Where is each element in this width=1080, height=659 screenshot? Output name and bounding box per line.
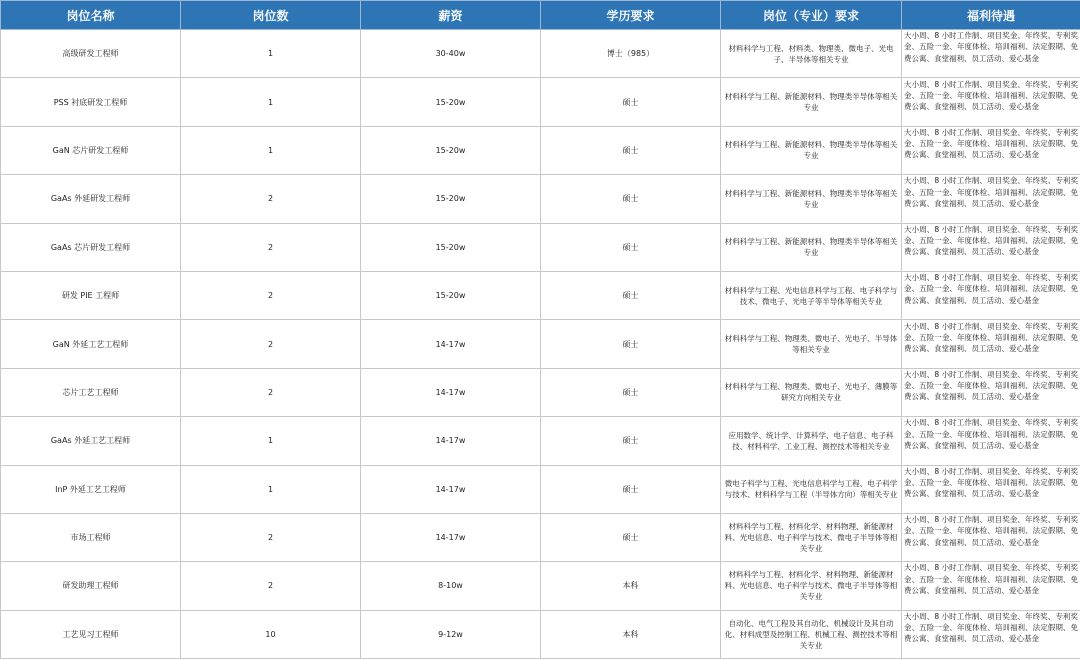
position-count-cell: 1 bbox=[181, 417, 361, 465]
major-requirement-cell: 材料科学与工程、物理类、微电子、光电子、薄膜等研究方向相关专业 bbox=[721, 368, 902, 416]
position-name-cell: GaAs 外延工艺工程师 bbox=[1, 417, 181, 465]
welfare-cell bbox=[902, 223, 1080, 271]
position-count-cell: 2 bbox=[181, 271, 361, 319]
welfare-cell bbox=[902, 126, 1080, 174]
welfare-cell bbox=[902, 417, 1080, 465]
table-row bbox=[1, 417, 1080, 465]
welfare-text: 大小周、8 小时工作制、项目奖金、年终奖、专利奖金、五险一金、年度体检、培训福利、法定假期、免费公寓、食堂福利、员工活动、爱心基金 bbox=[904, 611, 1078, 644]
welfare-cell bbox=[902, 320, 1080, 368]
salary-cell: 8-10w bbox=[361, 562, 541, 610]
table-row bbox=[1, 513, 1080, 561]
table-row bbox=[1, 30, 1080, 78]
education-cell: 博士（985） bbox=[541, 30, 721, 78]
major-requirement-cell: 自动化、电气工程及其自动化、机械设计及其自动化、材料成型及控制工程、机械工程、测控技术等相关专业 bbox=[721, 610, 902, 658]
table-row bbox=[1, 465, 1080, 513]
table-row bbox=[1, 562, 1080, 610]
welfare-cell bbox=[902, 465, 1080, 513]
table-body bbox=[1, 30, 1080, 659]
education-cell: 硕士 bbox=[541, 175, 721, 223]
welfare-text: 大小周、8 小时工作制、项目奖金、年终奖、专利奖金、五险一金、年度体检、培训福利、法定假期、免费公寓、食堂福利、员工活动、爱心基金 bbox=[904, 563, 1078, 595]
welfare-text: 大小周、8 小时工作制、项目奖金、年终奖、专利奖金、五险一金、年度体检、培训福利、法定假期、免费公寓、食堂福利、员工活动、爱心基金 bbox=[904, 515, 1078, 547]
salary-cell: 30-40w bbox=[361, 30, 541, 78]
education-cell: 本科 bbox=[541, 562, 721, 610]
position-name-cell: 工艺见习工程师 bbox=[1, 610, 181, 658]
salary-cell: 14-17w bbox=[361, 513, 541, 561]
header-position-count: 岗位数 bbox=[181, 1, 361, 30]
position-count-cell: 1 bbox=[181, 30, 361, 78]
education-cell: 硕士 bbox=[541, 78, 721, 126]
table-row bbox=[1, 320, 1080, 368]
position-count-cell: 2 bbox=[181, 223, 361, 271]
welfare-cell bbox=[902, 562, 1080, 610]
major-requirement-cell: 微电子科学与工程、光电信息科学与工程、电子科学与技术、材料科学与工程（半导体方向）等相关专业 bbox=[721, 465, 902, 513]
position-count-cell: 1 bbox=[181, 78, 361, 126]
welfare-text: 大小周、8 小时工作制、项目奖金、年终奖、专利奖金、五险一金、年度体检、培训福利、法定假期、免费公寓、食堂福利、员工活动、爱心基金 bbox=[904, 127, 1078, 160]
position-name-cell: 市场工程师 bbox=[1, 513, 181, 561]
welfare-cell bbox=[902, 78, 1080, 126]
header-welfare: 福利待遇 bbox=[902, 1, 1080, 30]
welfare-text: 大小周、8 小时工作制、项目奖金、年终奖、专利奖金、五险一金、年度体检、培训福利、法定假期、免费公寓、食堂福利、员工活动、爱心基金 bbox=[904, 273, 1078, 305]
major-requirement-cell: 材料科学与工程、材料类、物理类、微电子、光电子、半导体等相关专业 bbox=[721, 30, 902, 78]
salary-cell: 14-17w bbox=[361, 417, 541, 465]
welfare-text: 大小周、8 小时工作制、项目奖金、年终奖、专利奖金、五险一金、年度体检、培训福利、法定假期、免费公寓、食堂福利、员工活动、爱心基金 bbox=[904, 31, 1078, 63]
position-name-cell: GaAs 芯片研发工程师 bbox=[1, 223, 181, 271]
welfare-text: 大小周、8 小时工作制、项目奖金、年终奖、专利奖金、五险一金、年度体检、培训福利、法定假期、免费公寓、食堂福利、员工活动、爱心基金 bbox=[904, 79, 1078, 111]
salary-cell: 9-12w bbox=[361, 610, 541, 658]
education-cell: 硕士 bbox=[541, 417, 721, 465]
position-name-cell: 研发助理工程师 bbox=[1, 562, 181, 610]
position-count-cell: 1 bbox=[181, 126, 361, 174]
welfare-cell bbox=[902, 610, 1080, 658]
table-row bbox=[1, 175, 1080, 223]
major-requirement-cell: 材料科学与工程、新能源材料、物理类半导体等相关专业 bbox=[721, 175, 902, 223]
major-requirement-cell: 材料科学与工程、新能源材料、物理类半导体等相关专业 bbox=[721, 78, 902, 126]
position-count-cell: 2 bbox=[181, 320, 361, 368]
major-requirement-cell: 材料科学与工程、新能源材料、物理类半导体等相关专业 bbox=[721, 126, 902, 174]
salary-cell: 14-17w bbox=[361, 465, 541, 513]
position-count-cell: 2 bbox=[181, 562, 361, 610]
position-name-cell: 芯片工艺工程师 bbox=[1, 368, 181, 416]
position-name-cell: GaN 芯片研发工程师 bbox=[1, 126, 181, 174]
welfare-cell bbox=[902, 30, 1080, 78]
education-cell: 硕士 bbox=[541, 513, 721, 561]
major-requirement-cell: 材料科学与工程、新能源材料、物理类半导体等相关专业 bbox=[721, 223, 902, 271]
table-row bbox=[1, 368, 1080, 416]
salary-cell: 14-17w bbox=[361, 320, 541, 368]
position-count-cell: 1 bbox=[181, 465, 361, 513]
education-cell: 硕士 bbox=[541, 223, 721, 271]
education-cell: 硕士 bbox=[541, 320, 721, 368]
position-name-cell: PSS 衬底研发工程师 bbox=[1, 78, 181, 126]
major-requirement-cell: 应用数学、统计学、计算科学、电子信息、电子科技、材料科学、工业工程、测控技术等相关专业 bbox=[721, 417, 902, 465]
welfare-cell bbox=[902, 513, 1080, 561]
position-name-cell: GaAs 外延研发工程师 bbox=[1, 175, 181, 223]
header-position-name: 岗位名称 bbox=[1, 1, 181, 30]
major-requirement-cell: 材料科学与工程、材料化学、材料物理、新能源材料、光电信息、电子科学与技术、微电子半导体等相关专业 bbox=[721, 562, 902, 610]
major-requirement-cell: 材料科学与工程、材料化学、材料物理、新能源材料、光电信息、电子科学与技术、微电子半导体等相关专业 bbox=[721, 513, 902, 561]
header-salary: 薪资 bbox=[361, 1, 541, 30]
welfare-text: 大小周、8 小时工作制、项目奖金、年终奖、专利奖金、五险一金、年度体检、培训福利、法定假期、免费公寓、食堂福利、员工活动、爱心基金 bbox=[904, 418, 1078, 450]
table-row bbox=[1, 126, 1080, 174]
welfare-text: 大小周、8 小时工作制、项目奖金、年终奖、专利奖金、五险一金、年度体检、培训福利、法定假期、免费公寓、食堂福利、员工活动、爱心基金 bbox=[904, 176, 1078, 208]
welfare-cell bbox=[902, 368, 1080, 416]
position-name-cell: 研发 PIE 工程师 bbox=[1, 271, 181, 319]
welfare-text: 大小周、8 小时工作制、项目奖金、年终奖、专利奖金、五险一金、年度体检、培训福利、法定假期、免费公寓、食堂福利、员工活动、爱心基金 bbox=[904, 466, 1078, 499]
header-education: 学历要求 bbox=[541, 1, 721, 30]
welfare-text: 大小周、8 小时工作制、项目奖金、年终奖、专利奖金、五险一金、年度体检、培训福利、法定假期、免费公寓、食堂福利、员工活动、爱心基金 bbox=[904, 369, 1078, 402]
major-requirement-cell: 材料科学与工程、光电信息科学与工程、电子科学与技术、微电子、光电子等半导体等相关专业 bbox=[721, 271, 902, 319]
education-cell: 本科 bbox=[541, 610, 721, 658]
salary-cell: 15-20w bbox=[361, 223, 541, 271]
header-major-requirement: 岗位（专业）要求 bbox=[721, 1, 902, 30]
position-name-cell: InP 外延工艺工程师 bbox=[1, 465, 181, 513]
welfare-cell bbox=[902, 271, 1080, 319]
position-name-cell: GaN 外延工艺工程师 bbox=[1, 320, 181, 368]
salary-cell: 14-17w bbox=[361, 368, 541, 416]
welfare-text: 大小周、8 小时工作制、项目奖金、年终奖、专利奖金、五险一金、年度体检、培训福利、法定假期、免费公寓、食堂福利、员工活动、爱心基金 bbox=[904, 321, 1078, 353]
salary-cell: 15-20w bbox=[361, 175, 541, 223]
major-requirement-cell: 材料科学与工程、物理类、微电子、光电子、半导体等相关专业 bbox=[721, 320, 902, 368]
salary-cell: 15-20w bbox=[361, 78, 541, 126]
education-cell: 硕士 bbox=[541, 271, 721, 319]
table-row bbox=[1, 271, 1080, 319]
position-count-cell: 2 bbox=[181, 175, 361, 223]
education-cell: 硕士 bbox=[541, 126, 721, 174]
salary-cell: 15-20w bbox=[361, 271, 541, 319]
welfare-text: 大小周、8 小时工作制、项目奖金、年终奖、专利奖金、五险一金、年度体检、培训福利、法定假期、免费公寓、食堂福利、员工活动、爱心基金 bbox=[904, 224, 1078, 257]
salary-cell: 15-20w bbox=[361, 126, 541, 174]
position-count-cell: 10 bbox=[181, 610, 361, 658]
education-cell: 硕士 bbox=[541, 368, 721, 416]
table-row bbox=[1, 78, 1080, 126]
table-row bbox=[1, 610, 1080, 658]
welfare-cell bbox=[902, 175, 1080, 223]
position-count-cell: 2 bbox=[181, 513, 361, 561]
education-cell: 硕士 bbox=[541, 465, 721, 513]
position-count-cell: 2 bbox=[181, 368, 361, 416]
position-name-cell: 高级研发工程师 bbox=[1, 30, 181, 78]
table-header-row bbox=[1, 1, 1080, 30]
table-row bbox=[1, 223, 1080, 271]
